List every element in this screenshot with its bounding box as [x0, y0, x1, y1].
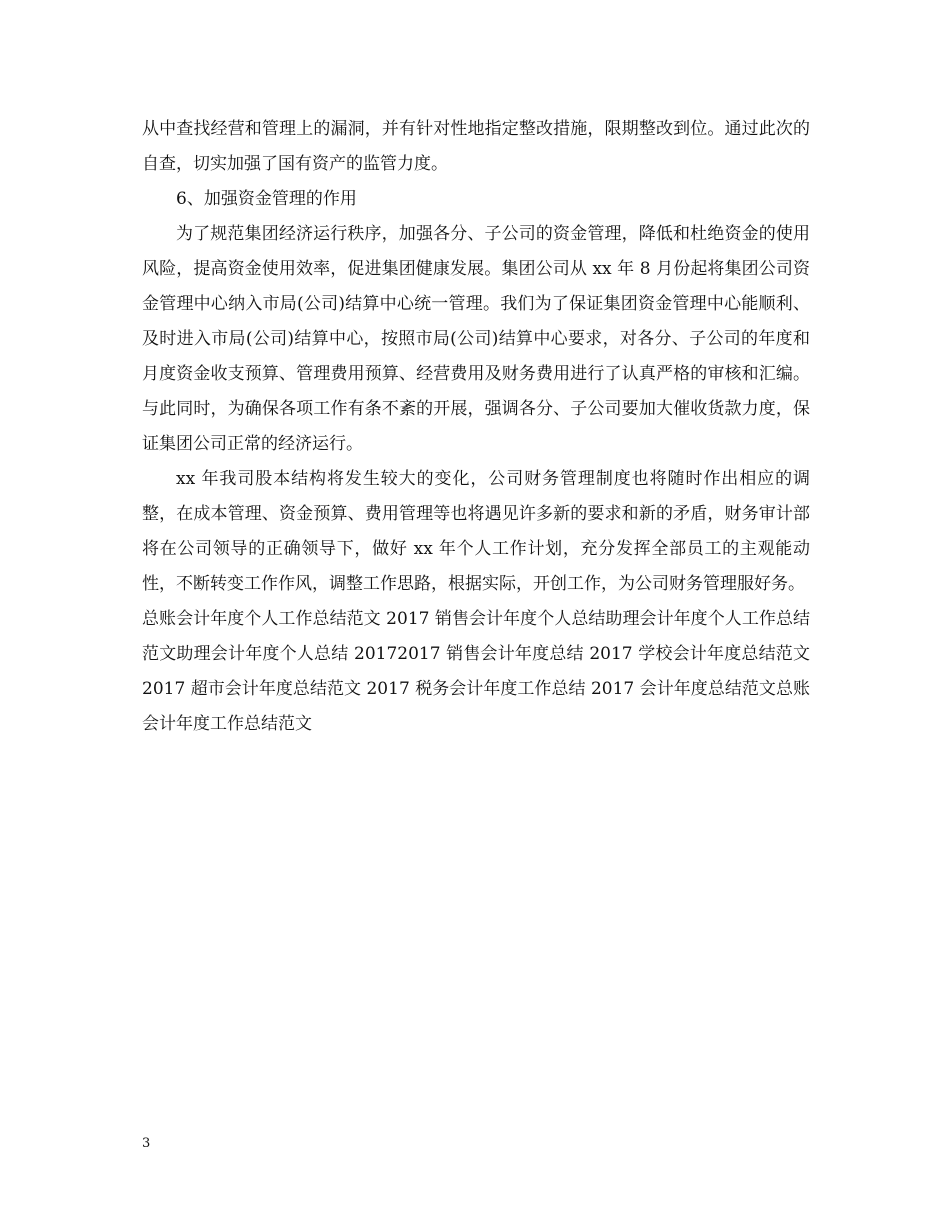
related-titles-list: 总账会计年度个人工作总结范文 2017 销售会计年度个人总结助理会计年度个人工作总结范文助理会计年度个人总结 20172017 销售会计年度总结 2017 学校会计年度总结范文 2017 超市会计年度总结范文 2017 税务会计年度工作总结 2017 会计年度总结范文总账会计年度工作总结范文: [142, 609, 810, 734]
page-number: 3: [142, 1136, 151, 1151]
paragraph-fund-management: 为了规范集团经济运行秩序，加强各分、子公司的资金管理，降低和杜绝资金的使用风险，提高资金使用效率，促进集团健康发展。集团公司从 xx 年 8 月份起将集团公司资金管理中心纳入市局(公司)结算中心统一管理。我们为了保证集团资金管理中心能顺利、及时进入市局(公司)结算中心，按照市局(公司)结算中心要求，对各分、子公司的年度和月度资金收支预算、管理费用预算、经营费用及财务费用进行了认真严格的审核和汇编。与此同时，为确保各项工作有条不紊的开展，强调各分、子公司要加大催收货款力度，保证集团公司正常的经济运行。: [142, 224, 810, 454]
section-heading: 6、加强资金管理的作用: [176, 189, 357, 209]
paragraph-outlook: xx 年我司股本结构将发生较大的变化，公司财务管理制度也将随时作出相应的调整，在成本管理、资金预算、费用管理等也将遇见许多新的要求和新的矛盾，财务审计部将在公司领导的正确领导下，做好 xx 年个人工作计划，充分发挥全部员工的主观能动性，不断转变工作作风，调整工作思路，根据实际，开创工作，为公司财务管理服好务。: [142, 469, 810, 594]
document-body: [142, 112, 810, 742]
paragraph-continuation: 从中查找经营和管理上的漏洞，并有针对性地指定整改措施，限期整改到位。通过此次的自查，切实加强了国有资产的监管力度。: [142, 119, 810, 174]
